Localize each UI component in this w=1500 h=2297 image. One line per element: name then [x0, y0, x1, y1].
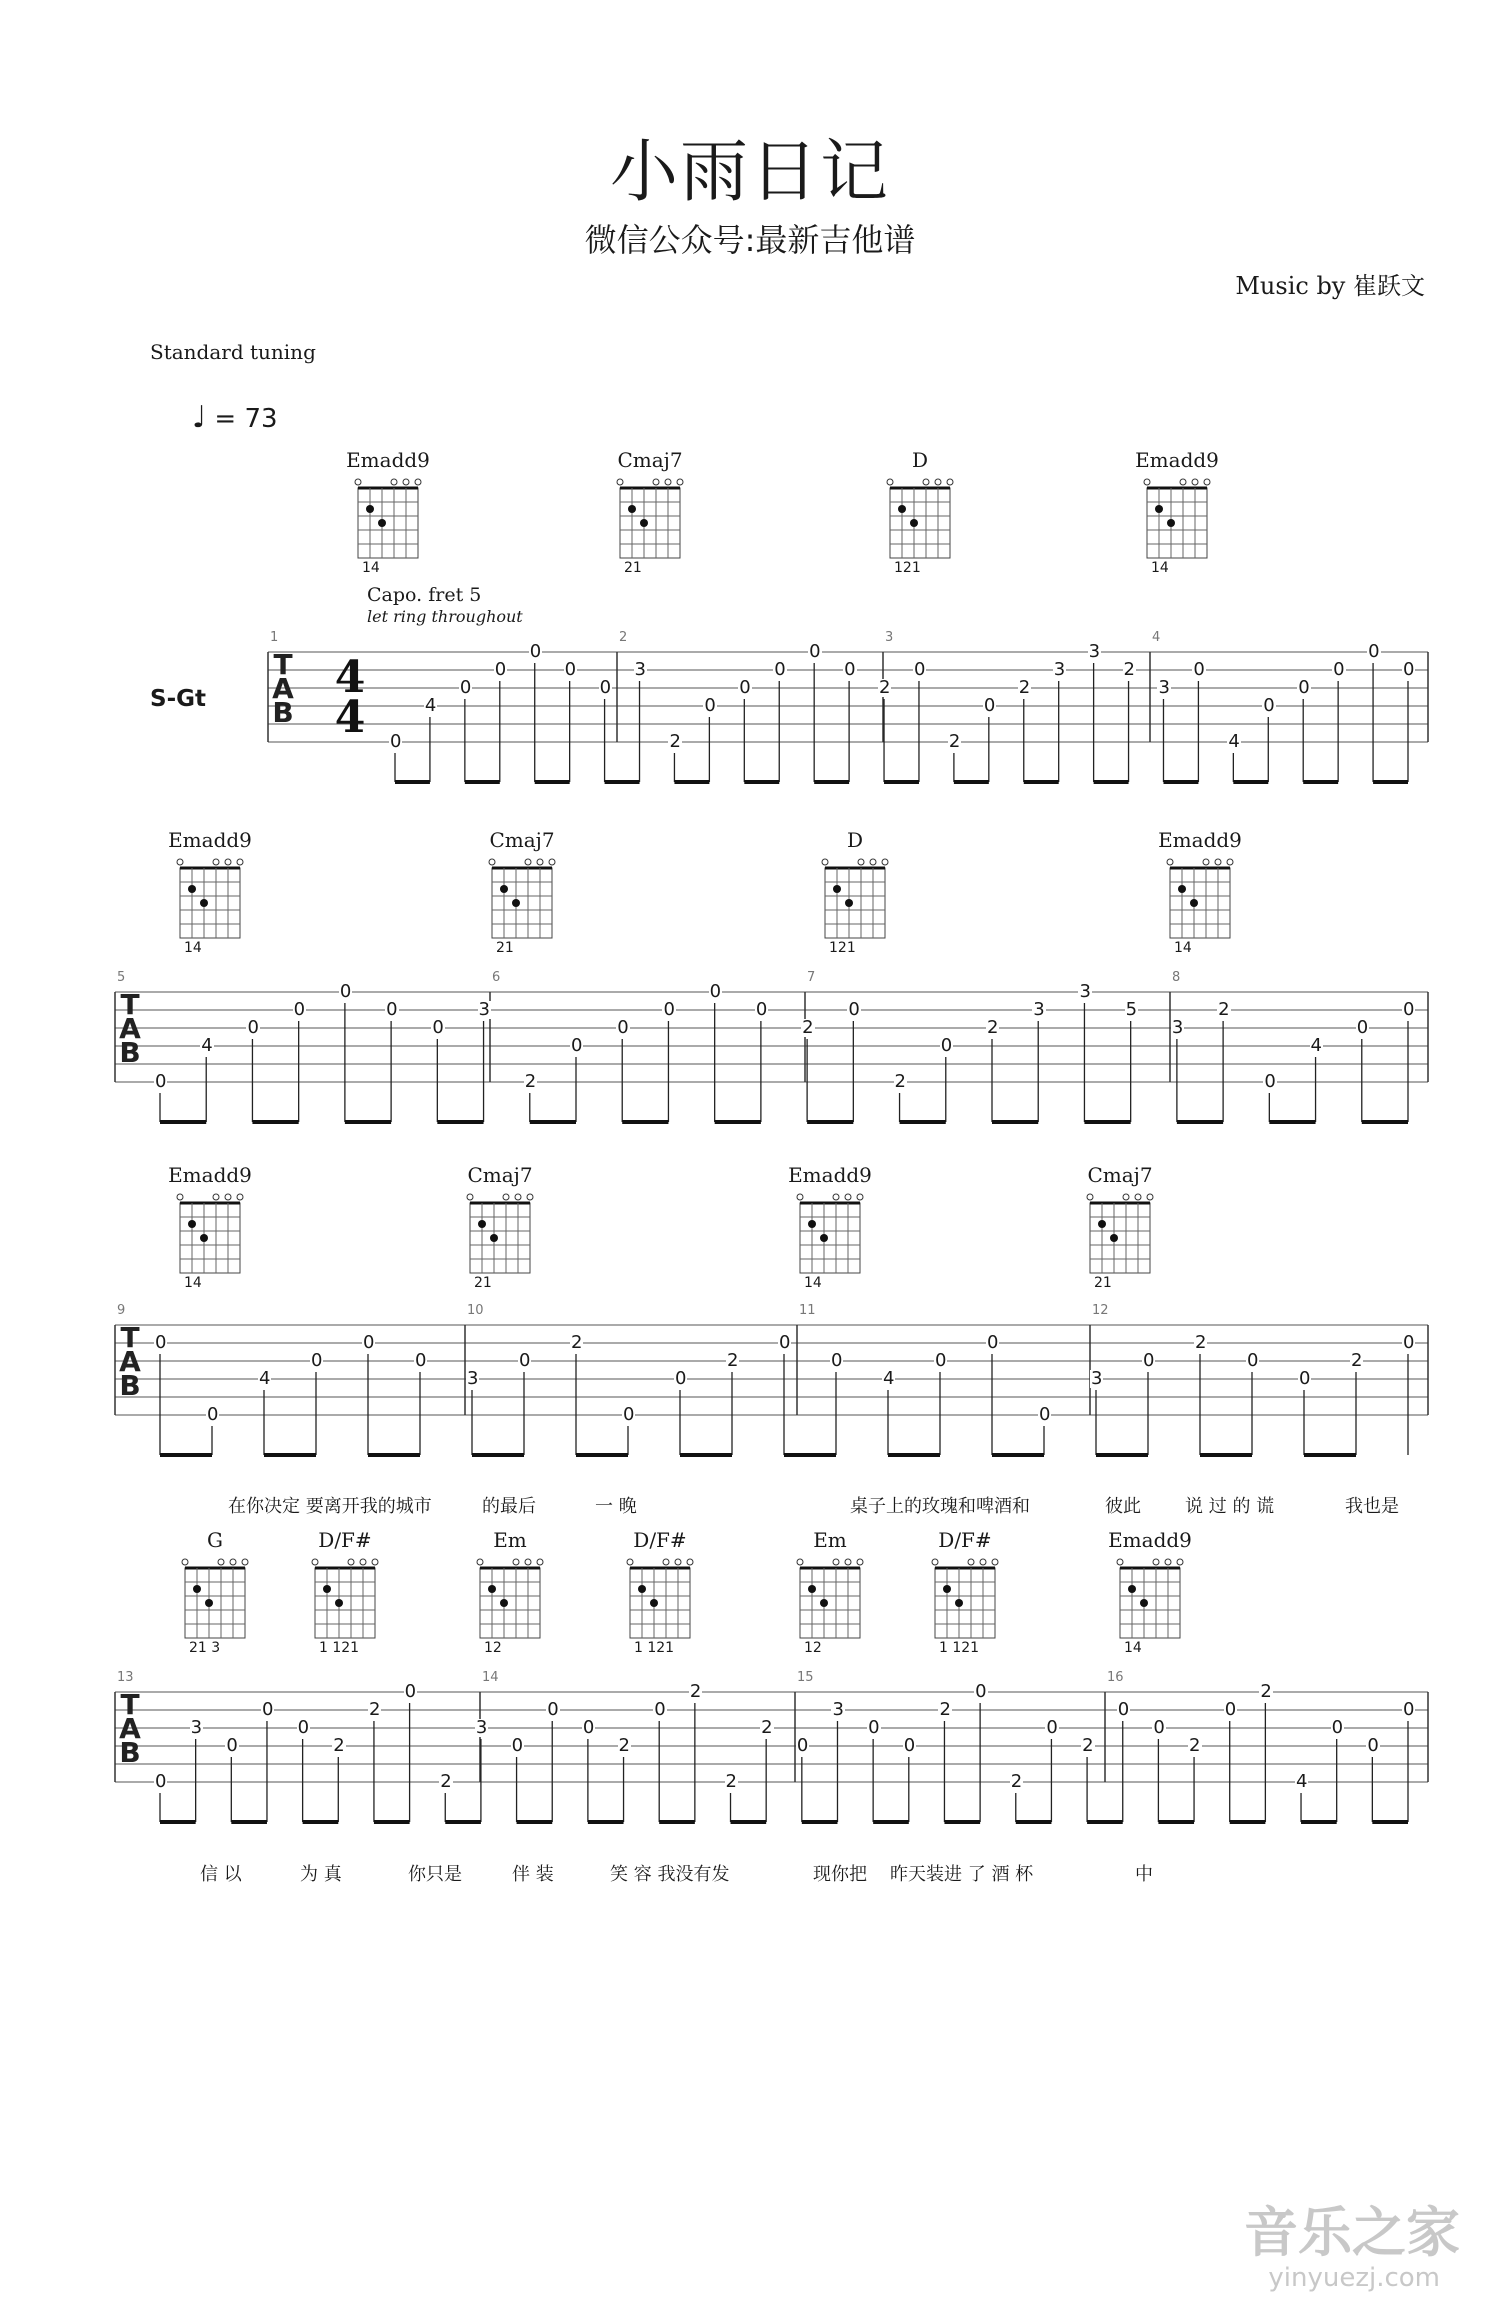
fret-number: 2 [939, 1699, 951, 1720]
chord-name: Cmaj7 [489, 828, 555, 852]
fret-number: 0 [432, 1017, 444, 1038]
fret-number: 0 [339, 981, 352, 1002]
lyric-text: 彼此 [1105, 1496, 1141, 1517]
fret-number: 0 [739, 677, 751, 698]
chord-fingering: 121 [829, 940, 856, 956]
bar-number: 5 [117, 970, 126, 985]
tab-clef-letter: B [119, 1369, 141, 1402]
lyric-text: 我也是 [1345, 1496, 1399, 1517]
chord-fingering: 14 [1151, 560, 1169, 576]
tab-clef-letter: T [120, 1688, 140, 1721]
lyric-text: 昨天装进 了 酒 杯 [890, 1864, 1034, 1885]
chord-name: Emadd9 [1158, 828, 1242, 852]
chord-fingering: 14 [362, 560, 380, 576]
fret-number: 0 [459, 677, 472, 698]
fret-number: 0 [311, 1350, 323, 1371]
fret-number: 0 [831, 1350, 843, 1371]
chord-name: Cmaj7 [467, 1163, 533, 1187]
fret-number: 0 [1298, 677, 1310, 698]
fret-number: 0 [913, 659, 926, 680]
chord-fingering: 121 [894, 560, 921, 576]
fret-number: 3 [1088, 641, 1101, 662]
fret-number: 0 [940, 1035, 953, 1056]
fret-number: 0 [987, 1332, 999, 1353]
fret-number: 0 [1263, 695, 1275, 716]
fret-number: 0 [809, 641, 821, 662]
fret-number: 2 [727, 1350, 739, 1371]
fret-number: 2 [1082, 1735, 1094, 1756]
fret-number: 0 [247, 1017, 259, 1038]
fret-number: 3 [1091, 1368, 1103, 1389]
fret-number: 2 [571, 1332, 583, 1353]
fret-number: 0 [663, 999, 675, 1020]
lyric-text: 在你决定 要离开我的城市 [228, 1496, 432, 1517]
bar-number: 15 [797, 1670, 814, 1685]
fret-number: 0 [796, 1735, 809, 1756]
fret-number: 0 [390, 731, 402, 752]
fret-number: 0 [1299, 1368, 1311, 1389]
fret-number: 2 [1123, 659, 1135, 680]
chord-fingering: 21 [1094, 1275, 1112, 1291]
fret-number: 0 [903, 1735, 916, 1756]
chord-name: Cmaj7 [1087, 1163, 1153, 1187]
fret-number: 4 [1228, 731, 1240, 752]
tab-clef-letter: B [119, 1036, 141, 1069]
fret-number: 2 [1010, 1771, 1023, 1792]
fret-number: 2 [368, 1699, 381, 1720]
fret-number: 4 [1310, 1035, 1322, 1056]
fret-number: 0 [1143, 1350, 1155, 1371]
fret-number: 2 [669, 731, 681, 752]
fret-number: 0 [1264, 1071, 1276, 1092]
fret-number: 0 [1403, 659, 1415, 680]
fret-number: 0 [1368, 641, 1380, 662]
chord-fingering: 12 [804, 1640, 822, 1656]
lyric-text: 你只是 [408, 1864, 462, 1885]
tab-clef-letter: A [119, 1012, 141, 1045]
chord-name: Em [813, 1528, 847, 1552]
fret-number: 2 [987, 1017, 999, 1038]
tempo-value: = 73 [214, 404, 278, 434]
fret-number: 0 [599, 677, 612, 698]
chord-fingering: 14 [804, 1275, 822, 1291]
lyric-text: 现你把 [813, 1864, 867, 1885]
lyric-text: 说 过 的 谎 [1185, 1496, 1275, 1517]
lyric-text: 笑 容 我没有发 [610, 1864, 730, 1885]
fret-number: 4 [201, 1035, 213, 1056]
fret-number: 4 [883, 1368, 895, 1389]
fret-number: 0 [519, 1350, 531, 1371]
chord-name: Emadd9 [788, 1163, 872, 1187]
fret-number: 0 [755, 999, 768, 1020]
fret-number: 0 [654, 1699, 666, 1720]
fret-number: 4 [259, 1368, 271, 1389]
composer-credit: Music by 崔跃文 [1235, 272, 1425, 300]
fret-number: 0 [1403, 1332, 1415, 1353]
fret-number: 2 [1260, 1681, 1272, 1702]
fret-number: 0 [1193, 659, 1205, 680]
fret-number: 0 [848, 999, 860, 1020]
fret-number: 0 [1153, 1717, 1165, 1738]
tab-clef-letter: B [119, 1736, 141, 1769]
fret-number: 0 [564, 659, 577, 680]
chord-fingering: 1 121 [319, 1640, 360, 1656]
bar-number: 3 [885, 630, 894, 645]
bar-number: 2 [619, 630, 628, 645]
fret-number: 0 [935, 1350, 947, 1371]
chord-name: D/F# [633, 1528, 687, 1552]
fret-number: 3 [1033, 999, 1045, 1020]
chord-fingering: 12 [484, 1640, 502, 1656]
fret-number: 0 [415, 1350, 427, 1371]
fret-number: 2 [1351, 1350, 1363, 1371]
fret-number: 0 [975, 1681, 987, 1702]
tab-clef-letter: T [120, 1321, 140, 1354]
chord-fingering: 14 [1124, 1640, 1142, 1656]
instrument-label: S-Gt [150, 686, 206, 712]
bar-number: 11 [799, 1303, 816, 1318]
fret-number: 3 [1079, 981, 1091, 1002]
tab-clef-letter: T [273, 648, 293, 681]
fret-number: 2 [1189, 1735, 1201, 1756]
fret-number: 0 [207, 1404, 219, 1425]
fret-number: 2 [1218, 999, 1230, 1020]
lyric-text: 伴 装 [512, 1864, 554, 1885]
fret-number: 2 [524, 1071, 537, 1092]
fret-number: 0 [868, 1717, 880, 1738]
fret-number: 0 [363, 1332, 375, 1353]
fret-number: 0 [1356, 1017, 1369, 1038]
fret-number: 4 [424, 695, 437, 716]
chord-fingering: 21 [496, 940, 514, 956]
fret-number: 0 [1117, 1699, 1130, 1720]
fret-number: 2 [761, 1717, 773, 1738]
chord-fingering: 1 121 [634, 1640, 675, 1656]
fret-number: 0 [704, 695, 716, 716]
chord-name: Cmaj7 [617, 448, 683, 472]
chord-fingering: 1 121 [939, 1640, 980, 1656]
bar-number: 9 [117, 1303, 126, 1318]
fret-number: 2 [1195, 1332, 1207, 1353]
let-ring-text: let ring throughout [367, 607, 523, 626]
fret-number: 3 [475, 1717, 488, 1738]
fret-number: 0 [386, 999, 398, 1020]
fret-number: 0 [617, 1017, 629, 1038]
chord-fingering: 21 3 [189, 1640, 221, 1656]
chord-name: Em [493, 1528, 527, 1552]
fret-number: 0 [844, 659, 856, 680]
capo-text: Capo. fret 5 [367, 584, 482, 606]
chord-fingering: 14 [1174, 940, 1192, 956]
chord-fingering: 21 [624, 560, 642, 576]
chord-name: G [207, 1528, 223, 1552]
fret-number: 2 [894, 1071, 906, 1092]
bar-number: 7 [807, 970, 816, 985]
fret-number: 0 [404, 1681, 417, 1702]
chord-name: Emadd9 [346, 448, 430, 472]
fret-number: 0 [709, 981, 722, 1002]
fret-number: 0 [297, 1717, 310, 1738]
fret-number: 2 [333, 1735, 345, 1756]
fret-number: 2 [440, 1771, 452, 1792]
chord-name: D/F# [938, 1528, 992, 1552]
fret-number: 0 [529, 641, 542, 662]
lyric-text: 信 以 [200, 1864, 242, 1885]
time-signature-digit: 4 [334, 692, 366, 743]
fret-number: 0 [155, 1071, 167, 1092]
fret-number: 0 [1403, 999, 1415, 1020]
bar-number: 16 [1107, 1670, 1124, 1685]
lyric-text: 桌子上的玫瑰和啤酒和 [850, 1496, 1030, 1517]
fret-number: 3 [832, 1699, 844, 1720]
chord-name: D [846, 828, 864, 852]
fret-number: 0 [774, 659, 786, 680]
quarter-note-icon: ♩ [192, 400, 207, 435]
fret-number: 3 [190, 1717, 203, 1738]
fret-number: 0 [983, 695, 996, 716]
chord-name: D/F# [318, 1528, 372, 1552]
tuning-label: Standard tuning [150, 340, 316, 364]
fret-number: 0 [1331, 1717, 1344, 1738]
bar-number: 8 [1172, 970, 1181, 985]
lyric-text: 一 晚 [595, 1496, 637, 1517]
fret-number: 0 [293, 999, 306, 1020]
tab-clef-letter: A [119, 1345, 141, 1378]
fret-number: 4 [1296, 1771, 1308, 1792]
bar-number: 12 [1092, 1303, 1109, 1318]
fret-number: 0 [511, 1735, 524, 1756]
tab-clef-letter: T [120, 988, 140, 1021]
chord-fingering: 14 [184, 1275, 202, 1291]
fret-number: 3 [1158, 677, 1170, 698]
bar-number: 6 [492, 970, 501, 985]
watermark-logo: 音乐之家 [1244, 2201, 1460, 2264]
chord-name: D [911, 448, 929, 472]
fret-number: 0 [1247, 1350, 1259, 1371]
fret-number: 0 [494, 659, 507, 680]
fret-number: 0 [1039, 1404, 1051, 1425]
fret-number: 0 [1333, 659, 1345, 680]
fret-number: 2 [802, 1017, 814, 1038]
fret-number: 3 [467, 1368, 479, 1389]
fret-number: 3 [1171, 1017, 1184, 1038]
bar-number: 4 [1152, 630, 1161, 645]
tab-clef-letter: B [272, 696, 294, 729]
fret-number: 3 [478, 999, 490, 1020]
fret-number: 0 [1403, 1699, 1415, 1720]
fret-number: 2 [879, 677, 891, 698]
chord-name: Emadd9 [1135, 448, 1219, 472]
fret-number: 0 [675, 1368, 687, 1389]
lyric-text: 中 [1135, 1864, 1153, 1885]
tab-clef-letter: A [272, 672, 294, 705]
bar-number: 13 [117, 1670, 134, 1685]
chord-name: Emadd9 [168, 1163, 252, 1187]
chord-name: Emadd9 [1108, 1528, 1192, 1552]
bar-number: 1 [270, 630, 279, 645]
fret-number: 0 [155, 1332, 167, 1353]
watermark-url: yinyuezj.com [1268, 2263, 1440, 2293]
chord-fingering: 14 [184, 940, 202, 956]
fret-number: 2 [948, 731, 961, 752]
fret-number: 5 [1125, 999, 1138, 1020]
song-title: 小雨日记 [609, 133, 890, 212]
bar-number: 14 [482, 1670, 499, 1685]
fret-number: 0 [779, 1332, 791, 1353]
fret-number: 0 [571, 1035, 583, 1056]
lyric-text: 的最后 [482, 1496, 536, 1517]
fret-number: 2 [1018, 677, 1031, 698]
song-subtitle: 微信公众号:最新吉他谱 [584, 221, 916, 259]
fret-number: 0 [623, 1404, 635, 1425]
bar-number: 10 [467, 1303, 484, 1318]
lyric-text: 为 真 [300, 1864, 342, 1885]
fret-number: 0 [1224, 1699, 1237, 1720]
fret-number: 0 [1367, 1735, 1379, 1756]
fret-number: 0 [155, 1771, 167, 1792]
tab-clef-letter: A [119, 1712, 141, 1745]
fret-number: 0 [226, 1735, 238, 1756]
chord-name: Emadd9 [168, 828, 252, 852]
fret-number: 0 [1046, 1717, 1058, 1738]
fret-number: 2 [689, 1681, 702, 1702]
fret-number: 0 [582, 1717, 595, 1738]
fret-number: 2 [725, 1771, 737, 1792]
fret-number: 3 [1053, 659, 1066, 680]
fret-number: 3 [634, 659, 646, 680]
fret-number: 0 [547, 1699, 559, 1720]
chord-fingering: 21 [474, 1275, 492, 1291]
fret-number: 0 [261, 1699, 274, 1720]
fret-number: 2 [618, 1735, 630, 1756]
time-signature-digit: 4 [334, 652, 366, 703]
